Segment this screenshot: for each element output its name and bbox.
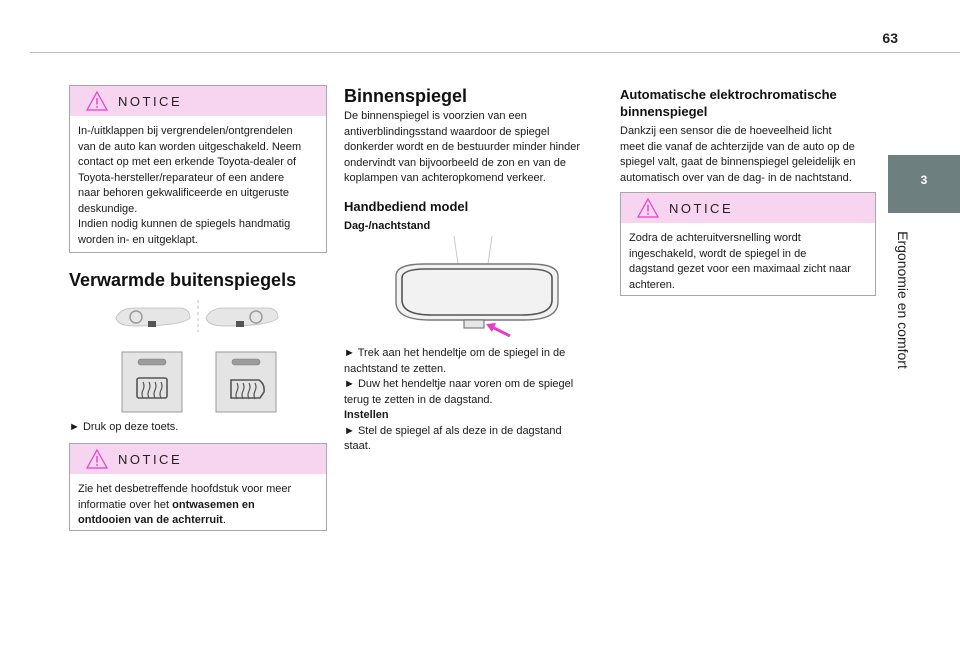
notice-title: NOTICE	[669, 201, 734, 216]
heated-mirror-illustration	[112, 296, 284, 414]
notice-line: worden in- en uitgeklapt.	[78, 233, 198, 246]
notice-title: NOTICE	[118, 94, 183, 109]
chapter-tab[interactable]	[888, 155, 960, 213]
notice-body	[70, 116, 326, 256]
notice-line: Indien nodig kunnen de spiegels handmatig	[78, 218, 291, 230]
warning-icon	[637, 198, 659, 218]
intro-line: Dankzij een sensor die de hoeveelheid licht	[620, 125, 832, 137]
rear-defrost-button-icon	[122, 352, 182, 412]
notice-line: contact op met een erkende Toyota-dealer of	[78, 156, 297, 168]
chapter-title: Ergonomie en comfort	[895, 231, 911, 369]
intro-line: spiegel valt, gaat de binnenspiegel geleidelijk en	[620, 156, 856, 168]
notice-body	[70, 474, 326, 537]
notice-header	[621, 193, 875, 223]
auto-mirror-heading-line: binnenspiegel	[620, 104, 708, 119]
chapter-number: 3	[920, 173, 928, 187]
notice-text: informatie over het	[78, 498, 173, 511]
intro-line: De binnenspiegel is voorzien van een	[344, 110, 527, 122]
notice-reverse	[620, 192, 876, 296]
interior-mirror-intro	[344, 109, 604, 187]
notice-body	[621, 223, 875, 301]
notice-defrost	[69, 443, 327, 531]
notice-line: dagstand gezet voor een maximaal zicht naar	[629, 263, 851, 275]
intro-line: automatisch over van de dag- in de nachtstand.	[620, 171, 852, 184]
auto-mirror-heading	[620, 86, 837, 120]
day-night-heading: Dag-/nachtstand	[344, 220, 431, 232]
notice-line: ingeschakeld, wordt de spiegel in de	[629, 247, 807, 260]
settings-label: Instellen	[344, 409, 389, 421]
notice-line	[78, 513, 318, 529]
notice-line: naar behoren gekwalificeerde en uitgeruste	[78, 187, 289, 199]
step-line: staat.	[344, 440, 371, 452]
step-line: nachtstand te zetten.	[344, 362, 447, 375]
notice-header	[70, 86, 326, 116]
intro-line: meet die vanaf de achterzijde van de auto op de	[620, 140, 855, 153]
notice-title: NOTICE	[118, 452, 183, 467]
mirror-heating-button-icon	[216, 352, 276, 412]
notice-line: achteren.	[629, 278, 675, 291]
notice-line: Zie het desbetreffende hoofdstuk voor meer	[78, 483, 292, 495]
notice-line: Toyota-hersteller/reparateur of een andere	[78, 171, 285, 184]
manual-model-heading: Handbediend model	[344, 199, 469, 214]
chapter-link[interactable]: ontdooien van de achterruit	[78, 514, 223, 526]
chapter-link[interactable]: ontwasemen en	[172, 498, 255, 511]
intro-line: koplampen van achteropkomend verkeer.	[344, 172, 546, 184]
interior-mirror-heading: Binnenspiegel	[344, 86, 468, 106]
intro-line: donkerder wordt en de bestuurder minder hinder	[344, 141, 581, 153]
dashboard-right-icon	[206, 308, 278, 327]
notice-folding	[69, 85, 327, 253]
auto-mirror-heading-line: Automatische elektrochromatische	[620, 87, 837, 102]
pull-arrow-icon	[486, 323, 510, 336]
notice-line: deskundige.	[78, 202, 138, 215]
intro-line: ondervindt van bijvoorbeeld de zon en van de	[344, 156, 566, 169]
step-line: ► Stel de spiegel af als deze in de dagstand	[344, 424, 562, 437]
dashboard-left-icon	[116, 308, 190, 327]
day-night-steps	[344, 346, 604, 455]
notice-text: .	[222, 514, 226, 526]
auto-mirror-intro	[620, 124, 880, 186]
step-line: ► Trek aan het hendeltje om de spiegel in de	[344, 347, 566, 359]
press-button-instruction: ► Druk op deze toets.	[69, 421, 179, 433]
notice-line: van de auto kan worden uitgeschakeld. Neem	[78, 140, 302, 153]
intro-line: antiverblindingsstand waardoor de spiegel	[344, 125, 550, 138]
page-number: 63	[882, 30, 898, 46]
notice-header	[70, 444, 326, 474]
header-rule	[30, 52, 960, 53]
notice-line: Zodra de achteruitversnelling wordt	[629, 232, 801, 244]
chapter-title-box	[876, 222, 926, 392]
interior-mirror-illustration	[384, 232, 570, 344]
warning-icon	[86, 449, 108, 469]
warning-icon	[86, 91, 108, 111]
notice-line	[78, 498, 318, 514]
step-line: ► Duw het hendeltje naar voren om de spiegel	[344, 378, 574, 390]
notice-line: In-/uitklappen bij vergrendelen/ontgrendelen	[78, 125, 293, 137]
heated-mirrors-heading: Verwarmde buitenspiegels	[69, 270, 297, 290]
step-line: terug te zetten in de dagstand.	[344, 393, 493, 406]
